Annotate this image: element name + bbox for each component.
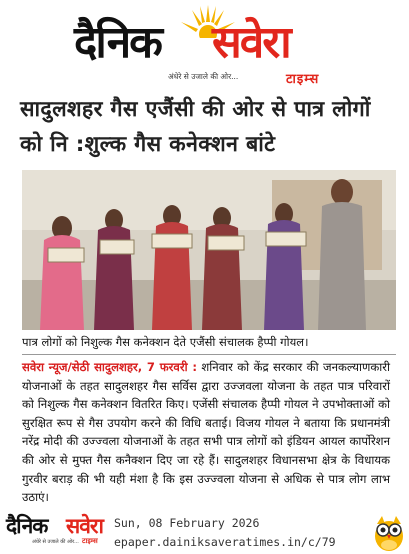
masthead [0, 0, 409, 88]
divider [22, 354, 396, 355]
footer [0, 512, 409, 554]
article-body [22, 358, 390, 507]
footer-logo-dainik: दैनिक [6, 514, 48, 538]
logo-dainik: दैनिक [74, 17, 161, 68]
article-headline: सादुलशहर गैस एजैंसी की ओर से पात्र लोगों को नि :शुल्क गैस कनेक्शन बांटे [20, 97, 371, 157]
article-dateline: सवेरा न्यूज/सेठी सादुलशहर, 7 फरवरी : [22, 360, 197, 374]
article-photo [22, 170, 396, 330]
article-body-text: शनिवार को केंद्र सरकार की जनकल्याणकारी योजनाओं के तहत सादुलशहर गैस सर्विस द्वारा उज्जवला योजना के तहत पात्र परिवारों को निशुल्क गैस कनेक्शन वितरित किए। एजेंसी संचालक हैप्पी गोयल ने उपभोक्ताओं को सुरक्षित रूप से गैस उपयोग करने की विधि बताई। विजय गोयल ने बताया कि प्रधानमंत्री नरेंद्र मोदी की उज्ज्वला योजनाओं के तहत सभी पात्र लोगों को इंडियन आयल कार्पोरेशन की ओर से मुफ्त गैस कनैक्शन दिए जा रहे हैं। सादुलशहर विधानसभा क्षेत्र के विधायक गुरवीर बराड़ की भी यही मंशा है कि इस उज्ज्वला योजना से अधिक से पात्र लोग लाभ उठाएं। [22, 360, 390, 505]
footer-date: Sun, 08 February 2026 [114, 516, 260, 530]
masthead-tagline: अंधेरे से उजाले की ओर... [168, 72, 239, 81]
footer-logo-times: टाइम्स [82, 537, 98, 545]
footer-logo-savera: सवेरा [66, 514, 103, 538]
logo-savera: सवेरा [212, 17, 290, 68]
owl-icon [373, 514, 405, 552]
footer-url[interactable]: epaper.dainiksaveratimes.in/c/79 [114, 535, 336, 549]
footer-tagline: अंधेरे से उजाले की ओर... [32, 539, 79, 545]
logo-times: टाइम्स [286, 72, 320, 87]
photo-caption: पात्र लोगों को निशुल्क गैस कनेक्शन देते एजैंसी संचालक हैप्पी गोयल। [22, 335, 309, 349]
